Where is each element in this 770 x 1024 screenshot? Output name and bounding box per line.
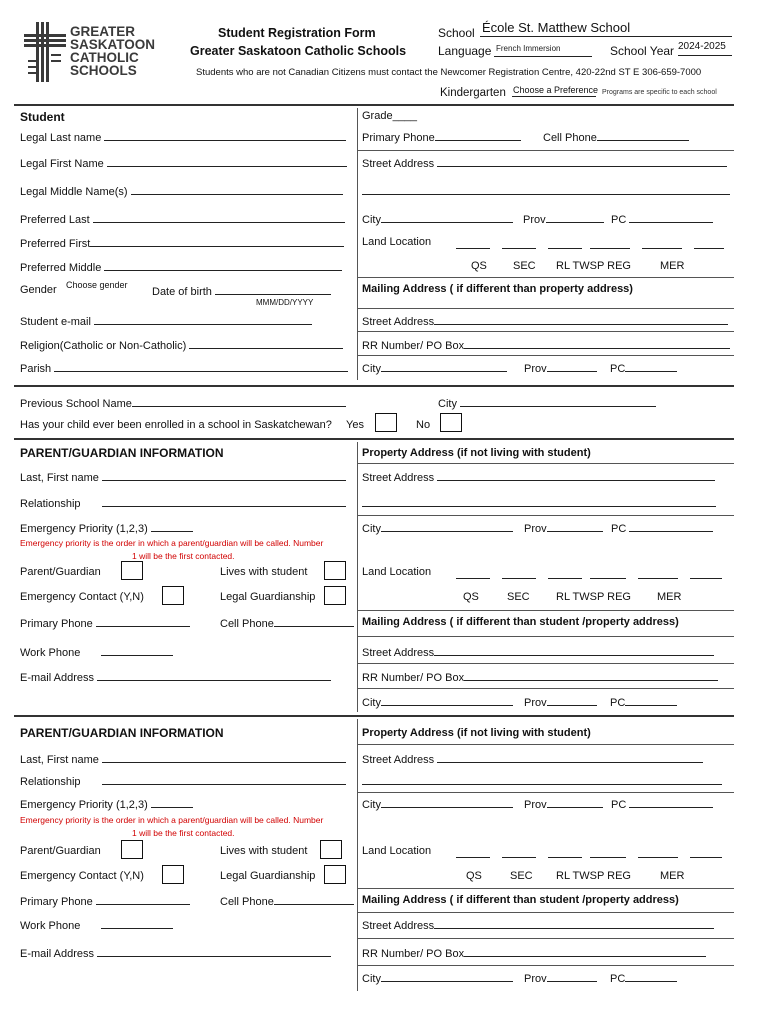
- logo-line-3: CATHOLIC: [70, 50, 139, 65]
- guardian-2-mailing-heading: Mailing Address ( if different than student /property address): [362, 894, 679, 906]
- mer-label: MER: [660, 260, 685, 272]
- column-divider: [357, 108, 358, 380]
- previous-city-row[interactable]: [438, 396, 656, 410]
- section-divider: [14, 385, 734, 387]
- legal-first-name-row[interactable]: [20, 156, 347, 170]
- guardian-1-legal-label: Legal Guardianship: [220, 591, 316, 603]
- guardian-1-emergency-checkbox[interactable]: [162, 586, 184, 605]
- guardian-1-prov-label: Prov: [524, 523, 547, 535]
- school-year-label: School Year: [610, 44, 675, 58]
- street-address-line2[interactable]: [362, 184, 730, 198]
- legal-middle-name-row[interactable]: [20, 184, 343, 198]
- guardian-1-prov-row[interactable]: [524, 521, 603, 535]
- land-location-row: [362, 236, 431, 248]
- logo-line-1: GREATER: [70, 24, 136, 39]
- section-divider: [14, 715, 734, 717]
- guardian-1-mail-pc-row[interactable]: [610, 695, 677, 709]
- section-divider: [14, 104, 734, 106]
- student-email-label: Student e-mail: [20, 316, 91, 328]
- guardian-1-relationship-label: Relationship: [20, 498, 81, 510]
- dob-format-hint: MMM/DD/YYYY: [256, 298, 314, 307]
- guardian-2-work-row[interactable]: [20, 918, 173, 932]
- kindergarten-label: Kindergarten: [440, 87, 506, 99]
- guardian-2-priority-note-2: 1 will be the first contacted.: [132, 828, 235, 838]
- mailing-city-row[interactable]: [362, 361, 507, 375]
- religion-row[interactable]: [20, 338, 343, 352]
- guardian-1-work-label: Work Phone: [20, 647, 81, 659]
- guardian-2-street-line2[interactable]: [362, 774, 722, 788]
- guardian-2-city-label: City: [362, 799, 381, 811]
- guardian-2-rl-label: RL TWSP REG: [556, 870, 631, 882]
- guardian-1-city-row[interactable]: [362, 521, 513, 535]
- guardian-1-street-line2[interactable]: [362, 496, 716, 510]
- guardian-1-emergency-label: Emergency Contact (Y,N): [20, 591, 144, 603]
- guardian-2-mail-street-row[interactable]: [362, 918, 714, 932]
- street-address-label: Street Address: [362, 158, 435, 170]
- preferred-last-row[interactable]: [20, 212, 345, 226]
- guardian-2-mail-city-label: City: [362, 973, 381, 985]
- guardian-2-street-row[interactable]: [362, 752, 703, 766]
- guardian-1-cell-row[interactable]: [220, 616, 354, 630]
- street-address-row[interactable]: [362, 156, 727, 170]
- no-label: No: [416, 419, 431, 431]
- guardian-2-cell-row[interactable]: [220, 894, 354, 908]
- school-year-field[interactable]: 2024-2025: [678, 41, 732, 56]
- guardian-1-name-row[interactable]: [20, 470, 346, 484]
- guardian-1-relationship-row[interactable]: [20, 496, 346, 510]
- gender-select[interactable]: Choose gender: [66, 280, 128, 290]
- guardian-2-priority-label: Emergency Priority (1,2,3): [20, 799, 148, 811]
- legal-last-name-label: Legal Last name: [20, 132, 102, 144]
- guardian-2-relationship-row[interactable]: [20, 774, 346, 788]
- city-row[interactable]: [362, 212, 513, 226]
- guardian-1-pc-row[interactable]: [611, 521, 713, 535]
- guardian-2-phone-row[interactable]: [20, 894, 190, 908]
- guardian-2-lives-label: Lives with student: [220, 845, 308, 857]
- prov-label: Prov: [523, 214, 546, 226]
- guardian-1-mail-city-label: City: [362, 697, 381, 709]
- logo-line-4: SCHOOLS: [70, 63, 137, 78]
- language-label: Language: [438, 44, 492, 58]
- mailing-address-heading: Mailing Address ( if different than property address): [362, 283, 633, 295]
- guardian-2-email-label: E-mail Address: [20, 948, 94, 960]
- preferred-first-row[interactable]: [20, 236, 344, 250]
- land-location-label: Land Location: [362, 236, 432, 248]
- guardian-1-mail-prov-label: Prov: [524, 697, 547, 709]
- student-email-row[interactable]: [20, 314, 312, 328]
- city-label: City: [362, 214, 381, 226]
- guardian-1-parent-label: Parent/Guardian: [20, 566, 101, 578]
- guardian-1-mail-city-row[interactable]: [362, 695, 513, 709]
- guardian-1-sec-label: SEC: [507, 591, 530, 603]
- legal-middle-name-label: Legal Middle Name(s): [20, 186, 128, 198]
- guardian-1-phone-label: Primary Phone: [20, 618, 93, 630]
- column-divider: [357, 442, 358, 712]
- guardian-1-rl-label: RL TWSP REG: [556, 591, 631, 603]
- guardian-2-mail-city-row[interactable]: [362, 971, 513, 985]
- parish-label: Parish: [20, 363, 52, 375]
- prov-row[interactable]: [523, 212, 604, 226]
- parish-row[interactable]: [20, 361, 348, 375]
- guardian-1-legal-checkbox[interactable]: [324, 586, 346, 605]
- previous-school-label: Previous School Name: [20, 398, 132, 410]
- guardian-1-qs-label: QS: [463, 591, 479, 603]
- guardian-1-cell-label: Cell Phone: [220, 618, 274, 630]
- guardian-2-parent-label: Parent/Guardian: [20, 845, 101, 857]
- guardian-2-prov-row[interactable]: [524, 797, 603, 811]
- guardian-1-parent-checkbox[interactable]: [121, 561, 143, 580]
- primary-phone-label: Primary Phone: [362, 132, 435, 144]
- guardian-1-email-label: E-mail Address: [20, 672, 94, 684]
- guardian-2-name-label: Last, First name: [20, 754, 99, 766]
- guardian-2-sec-label: SEC: [510, 870, 533, 882]
- guardian-2-land-location-label: Land Location: [362, 845, 432, 857]
- guardian-1-property-heading: Property Address (if not living with student): [362, 447, 591, 459]
- guardian-1-mailing-heading: Mailing Address ( if different than student /property address): [362, 616, 679, 628]
- religion-label: Religion(Catholic or Non-Catholic): [20, 340, 187, 352]
- guardian-2-priority-row[interactable]: [20, 797, 193, 811]
- sec-label: SEC: [513, 260, 536, 272]
- guardian-1-priority-row[interactable]: [20, 521, 193, 535]
- guardian-2-mail-prov-row[interactable]: [524, 971, 597, 985]
- rr-number-row[interactable]: [362, 338, 730, 352]
- guardian-1-mail-pc-label: PC: [610, 697, 626, 709]
- logo-line-2: SASKATOON: [70, 37, 156, 52]
- guardian-1-rr-label: RR Number/ PO Box: [362, 672, 465, 684]
- guardian-1-street-row[interactable]: [362, 470, 715, 484]
- mailing-city-label: City: [362, 363, 381, 375]
- language-select[interactable]: French Immersion: [494, 44, 592, 57]
- preferred-first-label: Preferred First: [20, 238, 91, 250]
- guardian-2-email-row[interactable]: [20, 946, 331, 960]
- cross-logo-icon: [22, 20, 70, 84]
- guardian-2-emergency-label: Emergency Contact (Y,N): [20, 870, 144, 882]
- cell-phone-row[interactable]: [543, 130, 689, 144]
- guardian-2-prov-label: Prov: [524, 799, 547, 811]
- qs-label: QS: [471, 260, 487, 272]
- guardian-2-legal-checkbox[interactable]: [324, 865, 346, 884]
- preferred-last-label: Preferred Last: [20, 214, 90, 226]
- guardian-2-property-heading: Property Address (if not living with student): [362, 727, 591, 739]
- guardian-2-work-label: Work Phone: [20, 920, 81, 932]
- legal-last-name-row[interactable]: [20, 130, 346, 144]
- rr-number-label: RR Number/ PO Box: [362, 340, 465, 352]
- land-location-fields[interactable]: [456, 236, 724, 254]
- preferred-middle-label: Preferred Middle: [20, 262, 102, 274]
- guardian-1-mail-prov-row[interactable]: [524, 695, 597, 709]
- mailing-prov-row[interactable]: [524, 361, 597, 375]
- guardian-2-land-location-fields[interactable]: [456, 845, 722, 863]
- guardian-1-city-label: City: [362, 523, 381, 535]
- guardian-2-mail-prov-label: Prov: [524, 973, 547, 985]
- yes-label: Yes: [346, 419, 364, 431]
- pc-label: PC: [611, 214, 627, 226]
- guardian-1-priority-label: Emergency Priority (1,2,3): [20, 523, 148, 535]
- guardian-1-heading: PARENT/GUARDIAN INFORMATION: [20, 446, 224, 460]
- mailing-street-row[interactable]: [362, 314, 728, 328]
- guardian-2-lives-checkbox[interactable]: [320, 840, 342, 859]
- guardian-1-lives-label: Lives with student: [220, 566, 308, 578]
- mailing-prov-label: Prov: [524, 363, 547, 375]
- mailing-pc-label: PC: [610, 363, 626, 375]
- form-subtitle: Greater Saskatoon Catholic Schools: [190, 44, 407, 58]
- preferred-middle-row[interactable]: [20, 260, 342, 274]
- yes-checkbox[interactable]: [375, 413, 397, 432]
- section-divider: [14, 438, 734, 440]
- guardian-1-mail-street-row[interactable]: [362, 645, 714, 659]
- guardian-2-priority-note: Emergency priority is the order in which a parent/guardian will be called. Number: [20, 815, 324, 825]
- guardian-2-heading: PARENT/GUARDIAN INFORMATION: [20, 726, 224, 740]
- grade-field[interactable]: Grade____: [362, 110, 418, 122]
- guardian-2-pc-label: PC: [611, 799, 627, 811]
- guardian-2-parent-checkbox[interactable]: [121, 840, 143, 859]
- previous-school-row[interactable]: [20, 396, 346, 410]
- guardian-2-mer-label: MER: [660, 870, 685, 882]
- guardian-1-name-label: Last, First name: [20, 472, 99, 484]
- dob-label: Date of birth: [152, 286, 212, 298]
- guardian-2-rr-row[interactable]: [362, 946, 706, 960]
- guardian-2-mail-street-label: Street Address: [362, 920, 435, 932]
- guardian-1-mer-label: MER: [657, 591, 682, 603]
- guardian-2-emergency-checkbox[interactable]: [162, 865, 184, 884]
- kindergarten-select[interactable]: Choose a Preference: [513, 85, 599, 95]
- guardian-2-qs-label: QS: [466, 870, 482, 882]
- school-label: School: [438, 26, 475, 40]
- no-checkbox[interactable]: [440, 413, 462, 432]
- guardian-1-priority-note: Emergency priority is the order in which a parent/guardian will be called. Number: [20, 538, 324, 548]
- guardian-1-phone-row[interactable]: [20, 616, 190, 630]
- school-field[interactable]: École St. Matthew School: [480, 20, 732, 37]
- guardian-1-street-label: Street Address: [362, 472, 435, 484]
- enrolled-question: Has your child ever been enrolled in a school in Saskatchewan?: [20, 419, 332, 431]
- guardian-1-mail-street-label: Street Address: [362, 647, 435, 659]
- guardian-1-lives-checkbox[interactable]: [324, 561, 346, 580]
- guardian-2-mail-pc-row[interactable]: [610, 971, 677, 985]
- form-title: Student Registration Form: [218, 26, 376, 40]
- guardian-2-relationship-label: Relationship: [20, 776, 81, 788]
- guardian-1-work-row[interactable]: [20, 645, 173, 659]
- programs-note: Programs are specific to each school: [602, 89, 717, 96]
- guardian-2-legal-label: Legal Guardianship: [220, 870, 316, 882]
- guardian-2-rr-label: RR Number/ PO Box: [362, 948, 465, 960]
- guardian-2-cell-label: Cell Phone: [220, 896, 274, 908]
- gender-label: Gender: [20, 284, 57, 296]
- guardian-2-name-row[interactable]: [20, 752, 346, 766]
- guardian-1-pc-label: PC: [611, 523, 627, 535]
- mailing-street-label: Street Address: [362, 316, 435, 328]
- guardian-1-priority-note-2: 1 will be the first contacted.: [132, 551, 235, 561]
- legal-first-name-label: Legal First Name: [20, 158, 104, 170]
- newcomer-notice: Students who are not Canadian Citizens must contact the Newcomer Registration Centre, 420-22nd ST E 306-659-7000: [196, 67, 702, 78]
- column-divider: [357, 719, 358, 991]
- guardian-2-mail-pc-label: PC: [610, 973, 626, 985]
- school-logo: [22, 20, 156, 86]
- primary-phone-row[interactable]: [362, 130, 521, 144]
- guardian-2-pc-row[interactable]: [611, 797, 713, 811]
- dob-row[interactable]: [152, 284, 331, 298]
- guardian-1-email-row[interactable]: [20, 670, 331, 684]
- guardian-1-rr-row[interactable]: [362, 670, 718, 684]
- guardian-1-land-location-label: Land Location: [362, 566, 432, 578]
- guardian-2-phone-label: Primary Phone: [20, 896, 93, 908]
- rl-twsp-reg-label: RL TWSP REG: [556, 260, 631, 272]
- guardian-1-land-location-fields[interactable]: [456, 566, 722, 584]
- previous-city-label: City: [438, 398, 457, 410]
- student-heading: Student: [20, 110, 65, 124]
- guardian-2-city-row[interactable]: [362, 797, 513, 811]
- cell-phone-label: Cell Phone: [543, 132, 597, 144]
- guardian-2-street-label: Street Address: [362, 754, 435, 766]
- pc-row[interactable]: [611, 212, 713, 226]
- mailing-pc-row[interactable]: [610, 361, 677, 375]
